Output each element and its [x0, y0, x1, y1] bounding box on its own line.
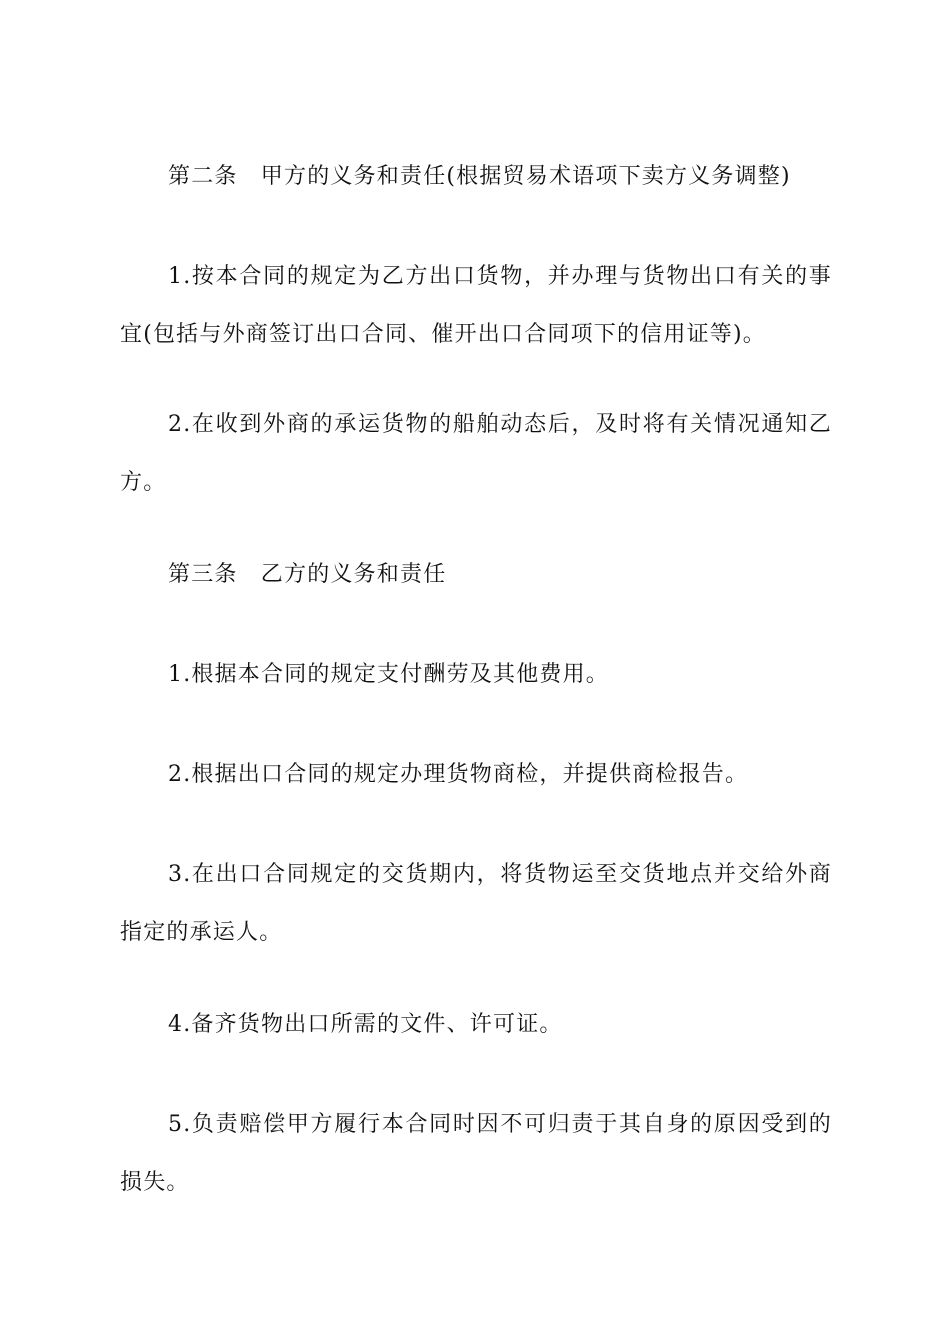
article-3-item-2: 2.根据出口合同的规定办理货物商检，并提供商检报告。 — [168, 762, 749, 787]
article-3-item-3: 3.在出口合同规定的交货期内，将货物运至交货地点并交给外商指定的承运人。 — [120, 862, 832, 945]
article-3-heading: 第三条 乙方的义务和责任 — [168, 562, 447, 587]
article-3-item-1: 1.根据本合同的规定支付酬劳及其他费用。 — [168, 662, 609, 687]
article-3-item-5: 5.负责赔偿甲方履行本合同时因不可归责于其自身的原因受到的损失。 — [120, 1112, 832, 1195]
article-3-item-4: 4.备齐货物出口所需的文件、许可证。 — [168, 1012, 563, 1037]
article-2-heading: 第二条 甲方的义务和责任(根据贸易术语项下卖方义务调整) — [168, 164, 791, 189]
article-2-item-2: 2.在收到外商的承运货物的船舶动态后，及时将有关情况通知乙方。 — [120, 412, 832, 495]
article-2-item-1: 1.按本合同的规定为乙方出口货物，并办理与货物出口有关的事宜(包括与外商签订出口合同、催开出口合同项下的信用证等)。 — [120, 264, 832, 347]
